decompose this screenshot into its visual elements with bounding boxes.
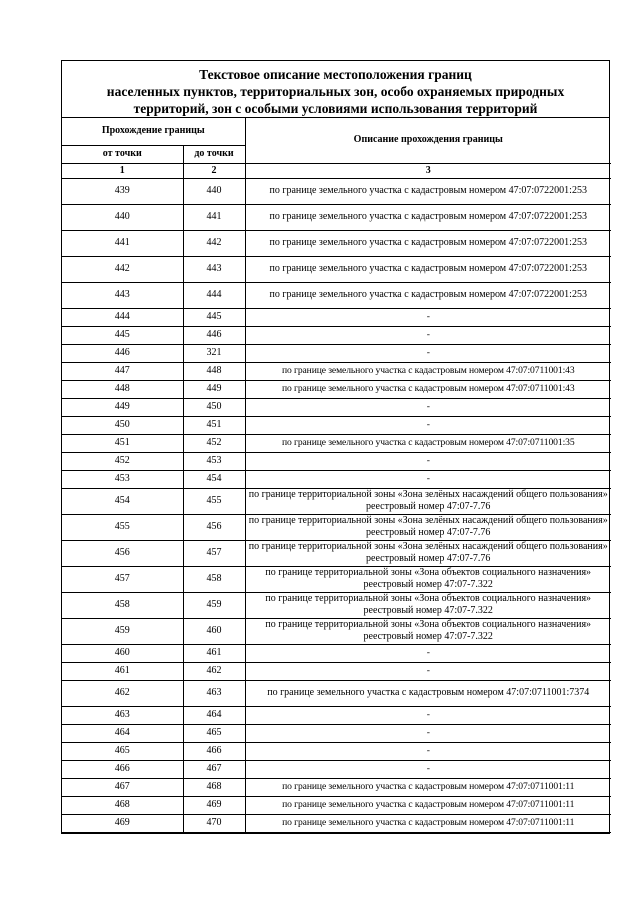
description-cell: по границе земельного участка с кадастровым номером 47:07:0722001:253 bbox=[245, 256, 611, 282]
from-point-cell: 461 bbox=[62, 662, 183, 680]
description-cell: - bbox=[245, 644, 611, 662]
table-body bbox=[62, 178, 611, 832]
description-cell: по границе земельного участка с кадастровым номером 47:07:0722001:253 bbox=[245, 282, 611, 308]
to-point-cell: 446 bbox=[183, 326, 245, 344]
to-point-cell: 452 bbox=[183, 434, 245, 452]
title-line-3: территорий, зон с особыми условиями использования территорий bbox=[133, 101, 538, 116]
description-cell: по границе территориальной зоны «Зона объектов социального назначения» реестровый номер 47:07-7.322 bbox=[245, 592, 611, 618]
description-cell: - bbox=[245, 452, 611, 470]
table-row bbox=[62, 796, 611, 814]
table-row bbox=[62, 778, 611, 796]
description-cell: - bbox=[245, 308, 611, 326]
table-row bbox=[62, 256, 611, 282]
from-point-cell: 446 bbox=[62, 344, 183, 362]
table-row bbox=[62, 514, 611, 540]
description-cell: по границе территориальной зоны «Зона объектов социального назначения» реестровый номер 47:07-7.322 bbox=[245, 618, 611, 644]
description-cell: - bbox=[245, 742, 611, 760]
to-point-cell: 466 bbox=[183, 742, 245, 760]
to-point-cell: 469 bbox=[183, 796, 245, 814]
table-row bbox=[62, 644, 611, 662]
table-row bbox=[62, 760, 611, 778]
description-cell: по границе территориальной зоны «Зона зелёных насаждений общего пользования» реестровый номер 47:07-7.76 bbox=[245, 540, 611, 566]
description-cell: по границе территориальной зоны «Зона зелёных насаждений общего пользования» реестровый номер 47:07-7.76 bbox=[245, 488, 611, 514]
description-cell: по границе территориальной зоны «Зона зелёных насаждений общего пользования» реестровый номер 47:07-7.76 bbox=[245, 514, 611, 540]
to-point-cell: 464 bbox=[183, 706, 245, 724]
table-row bbox=[62, 662, 611, 680]
from-point-cell: 459 bbox=[62, 618, 183, 644]
to-point-cell: 442 bbox=[183, 230, 245, 256]
from-point-cell: 460 bbox=[62, 644, 183, 662]
from-point-cell: 444 bbox=[62, 308, 183, 326]
table-row bbox=[62, 488, 611, 514]
description-cell: - bbox=[245, 760, 611, 778]
to-point-cell: 440 bbox=[183, 178, 245, 204]
description-cell: по границе территориальной зоны «Зона объектов социального назначения» реестровый номер 47:07-7.322 bbox=[245, 566, 611, 592]
from-point-cell: 442 bbox=[62, 256, 183, 282]
description-cell: по границе земельного участка с кадастровым номером 47:07:0711001:11 bbox=[245, 814, 611, 832]
to-point-cell: 458 bbox=[183, 566, 245, 592]
from-point-cell: 464 bbox=[62, 724, 183, 742]
description-cell: по границе земельного участка с кадастровым номером 47:07:0711001:43 bbox=[245, 362, 611, 380]
document-title bbox=[62, 61, 609, 118]
header-description: Описание прохождения границы bbox=[245, 118, 611, 163]
to-point-cell: 441 bbox=[183, 204, 245, 230]
from-point-cell: 466 bbox=[62, 760, 183, 778]
column-number-3: 3 bbox=[245, 163, 611, 178]
table-row bbox=[62, 680, 611, 706]
table-row bbox=[62, 724, 611, 742]
description-cell: - bbox=[245, 662, 611, 680]
from-point-cell: 455 bbox=[62, 514, 183, 540]
to-point-cell: 455 bbox=[183, 488, 245, 514]
from-point-cell: 462 bbox=[62, 680, 183, 706]
to-point-cell: 451 bbox=[183, 416, 245, 434]
to-point-cell: 445 bbox=[183, 308, 245, 326]
description-cell: по границе земельного участка с кадастровым номером 47:07:0711001:11 bbox=[245, 796, 611, 814]
to-point-cell: 444 bbox=[183, 282, 245, 308]
from-point-cell: 463 bbox=[62, 706, 183, 724]
to-point-cell: 450 bbox=[183, 398, 245, 416]
from-point-cell: 453 bbox=[62, 470, 183, 488]
description-cell: - bbox=[245, 724, 611, 742]
table-row bbox=[62, 344, 611, 362]
boundary-description-document bbox=[61, 60, 610, 834]
header-to-point: до точки bbox=[183, 145, 245, 163]
description-cell: по границе земельного участка с кадастровым номером 47:07:0711001:11 bbox=[245, 778, 611, 796]
description-cell: по границе земельного участка с кадастровым номером 47:07:0722001:253 bbox=[245, 230, 611, 256]
description-cell: - bbox=[245, 470, 611, 488]
from-point-cell: 456 bbox=[62, 540, 183, 566]
description-cell: по границе земельного участка с кадастровым номером 47:07:0711001:43 bbox=[245, 380, 611, 398]
to-point-cell: 468 bbox=[183, 778, 245, 796]
from-point-cell: 468 bbox=[62, 796, 183, 814]
table-row bbox=[62, 618, 611, 644]
to-point-cell: 456 bbox=[183, 514, 245, 540]
to-point-cell: 454 bbox=[183, 470, 245, 488]
table-row bbox=[62, 540, 611, 566]
from-point-cell: 465 bbox=[62, 742, 183, 760]
description-cell: - bbox=[245, 326, 611, 344]
description-cell: - bbox=[245, 398, 611, 416]
from-point-cell: 448 bbox=[62, 380, 183, 398]
description-cell: по границе земельного участка с кадастровым номером 47:07:0722001:253 bbox=[245, 204, 611, 230]
title-line-1: Текстовое описание местоположения границ bbox=[199, 67, 472, 82]
from-point-cell: 454 bbox=[62, 488, 183, 514]
from-point-cell: 469 bbox=[62, 814, 183, 832]
to-point-cell: 465 bbox=[183, 724, 245, 742]
table-row bbox=[62, 204, 611, 230]
description-cell: - bbox=[245, 344, 611, 362]
to-point-cell: 460 bbox=[183, 618, 245, 644]
table-row bbox=[62, 178, 611, 204]
from-point-cell: 467 bbox=[62, 778, 183, 796]
from-point-cell: 441 bbox=[62, 230, 183, 256]
from-point-cell: 447 bbox=[62, 362, 183, 380]
table-row bbox=[62, 706, 611, 724]
to-point-cell: 453 bbox=[183, 452, 245, 470]
from-point-cell: 458 bbox=[62, 592, 183, 618]
table-row bbox=[62, 380, 611, 398]
column-number-1: 1 bbox=[62, 163, 183, 178]
table-row bbox=[62, 416, 611, 434]
to-point-cell: 462 bbox=[183, 662, 245, 680]
table-row bbox=[62, 470, 611, 488]
column-number-2: 2 bbox=[183, 163, 245, 178]
to-point-cell: 467 bbox=[183, 760, 245, 778]
description-cell: по границе земельного участка с кадастровым номером 47:07:0711001:35 bbox=[245, 434, 611, 452]
table-row bbox=[62, 326, 611, 344]
boundary-table bbox=[62, 118, 611, 833]
from-point-cell: 440 bbox=[62, 204, 183, 230]
table-row bbox=[62, 362, 611, 380]
to-point-cell: 449 bbox=[183, 380, 245, 398]
table-row bbox=[62, 592, 611, 618]
to-point-cell: 443 bbox=[183, 256, 245, 282]
table-row bbox=[62, 742, 611, 760]
from-point-cell: 457 bbox=[62, 566, 183, 592]
title-line-2: населенных пунктов, территориальных зон, особо охраняемых природных bbox=[106, 84, 565, 99]
from-point-cell: 451 bbox=[62, 434, 183, 452]
from-point-cell: 449 bbox=[62, 398, 183, 416]
table-row bbox=[62, 566, 611, 592]
to-point-cell: 463 bbox=[183, 680, 245, 706]
to-point-cell: 461 bbox=[183, 644, 245, 662]
from-point-cell: 450 bbox=[62, 416, 183, 434]
header-from-point: от точки bbox=[62, 145, 183, 163]
table-row bbox=[62, 308, 611, 326]
header-passage: Прохождение границы bbox=[62, 118, 245, 145]
table-row bbox=[62, 230, 611, 256]
description-cell: по границе земельного участка с кадастровым номером 47:07:0722001:253 bbox=[245, 178, 611, 204]
to-point-cell: 470 bbox=[183, 814, 245, 832]
description-cell: - bbox=[245, 416, 611, 434]
table-row bbox=[62, 434, 611, 452]
table-row bbox=[62, 814, 611, 832]
to-point-cell: 448 bbox=[183, 362, 245, 380]
table-row bbox=[62, 452, 611, 470]
to-point-cell: 457 bbox=[183, 540, 245, 566]
to-point-cell: 321 bbox=[183, 344, 245, 362]
from-point-cell: 443 bbox=[62, 282, 183, 308]
description-cell: - bbox=[245, 706, 611, 724]
table-row bbox=[62, 398, 611, 416]
from-point-cell: 452 bbox=[62, 452, 183, 470]
to-point-cell: 459 bbox=[183, 592, 245, 618]
description-cell: по границе земельного участка с кадастровым номером 47:07:0711001:7374 bbox=[245, 680, 611, 706]
from-point-cell: 445 bbox=[62, 326, 183, 344]
from-point-cell: 439 bbox=[62, 178, 183, 204]
table-row bbox=[62, 282, 611, 308]
